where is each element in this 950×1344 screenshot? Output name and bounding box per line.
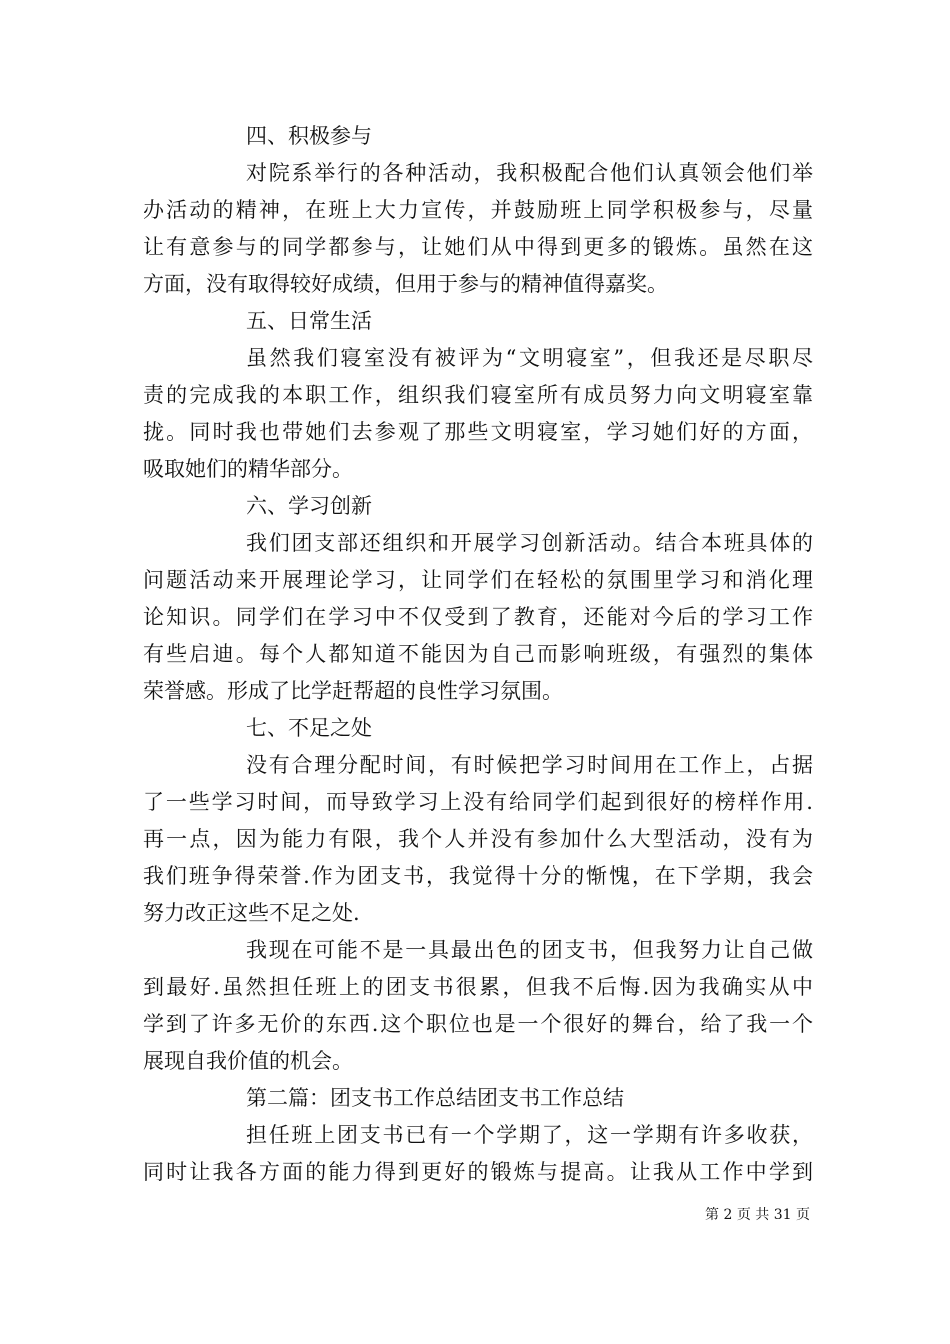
paragraph-line: 我们班争得荣誉.作为团支书，我觉得十分的惭愧，在下学期，我会: [143, 864, 813, 888]
paragraph-line: 拢。同时我也带她们去参观了那些文明寝室，学习她们好的方面，: [143, 420, 813, 444]
paragraph-line: 展现自我价值的机会。: [143, 1049, 353, 1073]
section-heading: 七、不足之处: [246, 716, 372, 740]
paragraph-line: 到最好.虽然担任班上的团支书很累，但我不后悔.因为我确实从中: [143, 975, 813, 999]
paragraph-line: 虽然我们寝室没有被评为“文明寝室”，但我还是尽职尽: [246, 346, 813, 370]
paragraph-line: 同时让我各方面的能力得到更好的锻炼与提高。让我从工作中学到: [143, 1160, 813, 1184]
paragraph-line: 吸取她们的精华部分。: [143, 457, 353, 481]
paragraph-line: 办活动的精神，在班上大力宣传，并鼓励班上同学积极参与，尽量: [143, 198, 813, 222]
paragraph-line: 我们团支部还组织和开展学习创新活动。结合本班具体的: [246, 531, 813, 555]
chapter-heading: 第二篇：团支书工作总结团支书工作总结: [246, 1086, 624, 1110]
paragraph-line: 担任班上团支书已有一个学期了，这一学期有许多收获，: [246, 1123, 813, 1147]
paragraph-line: 没有合理分配时间，有时候把学习时间用在工作上，占据: [246, 753, 813, 777]
paragraph-line: 问题活动来开展理论学习，让同学们在轻松的氛围里学习和消化理: [143, 568, 813, 592]
paragraph-line: 荣誉感。形成了比学赶帮超的良性学习氛围。: [143, 679, 563, 703]
document-body: [143, 118, 813, 1191]
paragraph-line: 学到了许多无价的东西.这个职位也是一个很好的舞台，给了我一个: [143, 1012, 813, 1036]
paragraph-line: 了一些学习时间，而导致学习上没有给同学们起到很好的榜样作用.: [143, 790, 813, 814]
section-heading: 四、积极参与: [246, 124, 372, 148]
paragraph-line: 对院系举行的各种活动，我积极配合他们认真领会他们举: [246, 161, 813, 185]
paragraph-line: 有些启迪。每个人都知道不能因为自己而影响班级，有强烈的集体: [143, 642, 813, 666]
paragraph-line: 再一点，因为能力有限，我个人并没有参加什么大型活动，没有为: [143, 827, 813, 851]
page-number: 第 2 页 共 31 页: [705, 1207, 810, 1223]
paragraph-line: 让有意参与的同学都参与，让她们从中得到更多的锻炼。虽然在这: [143, 235, 813, 259]
section-heading: 五、日常生活: [246, 309, 372, 333]
section-heading: 六、学习创新: [246, 494, 372, 518]
paragraph-line: 责的完成我的本职工作，组织我们寝室所有成员努力向文明寝室靠: [143, 383, 813, 407]
paragraph-line: 论知识。同学们在学习中不仅受到了教育，还能对今后的学习工作: [143, 605, 813, 629]
paragraph-line: 努力改正这些不足之处.: [143, 901, 360, 925]
paragraph-line: 方面，没有取得较好成绩，但用于参与的精神值得嘉奖。: [143, 272, 668, 296]
paragraph-line: 我现在可能不是一具最出色的团支书，但我努力让自己做: [246, 938, 813, 962]
